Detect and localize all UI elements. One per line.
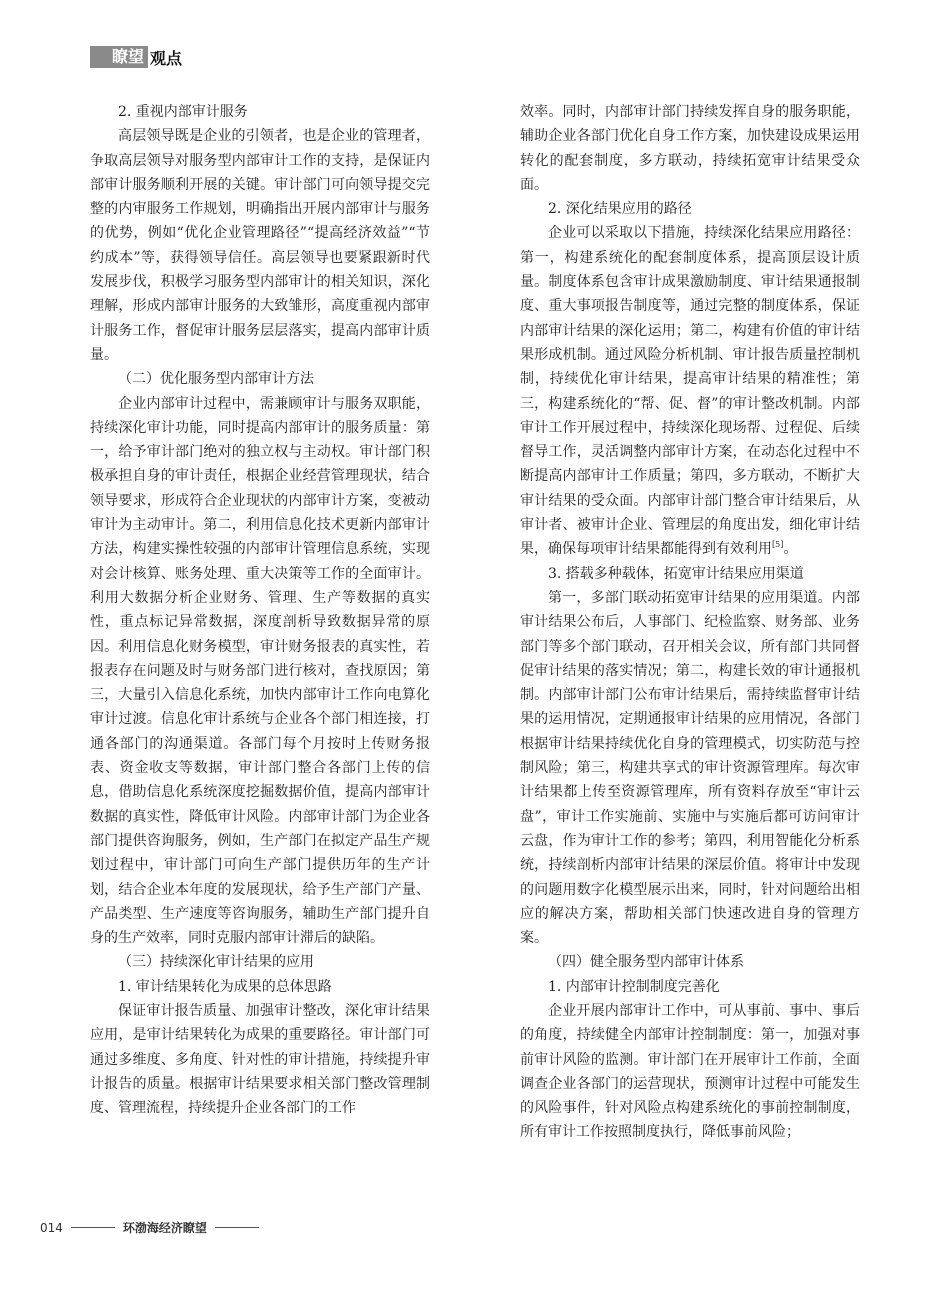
footer-divider (215, 1227, 259, 1228)
paragraph-text: 企业可以采取以下措施，持续深化结果应用路径：第一，构建系统化的配套制度体系，提高顶层设计质量。制度体系包含审计成果激励制度、审计结果通报制度、重大事项报告制度等，通过完整的制度体系，保证内部审计结果的深化运用；第二，构建有价值的审计结果形成机制。通过风险分析机制、审计报告质量控制机制，持续优化审计结果，提高审计结果的精准性；第三，构建系统化的“帮、促、督”的审计整改机制。内部审计工作开展过程中，持续深化现场帮、过程促、后续督导工作，灵活调整内部审计方案，在动态化过程中不断提高内部审计工作质量；第四，多方联动，不断扩大审计结果的受众面。内部审计部门整合审计结果后，从审计者、被审计企业、管理层的角度出发，细化审计结果，确保每项审计结果都能得到有效利用 (520, 225, 860, 558)
citation-reference: [5] (772, 540, 784, 550)
body-paragraph: 第一，多部门联动拓宽审计结果的应用渠道。内部审计结果公布后，人事部门、纪检监察、财务部、业务部门等多个部门联动，召开相关会议，所有部门共同督促审计结果的落实情况；第二，构建长效的审计通报机制。内部审计部门公布审计结果后，需持续监督审计结果的运用情况，定期通报审计结果的应用情况，各部门根据审计结果持续优化自身的管理模式，切实防范与控制风险；第三，构建共享式的审计资源管理库。每次审计结果都上传至资源管理库，所有资料存放至“审计云盘”，审计工作实施前、实施中与实施后都可访问审计云盘，作为审计工作的参考；第四，利用智能化分析系统，持续剖析内部审计结果的深层价值。将审计中发现的问题用数字化模型展示出来，同时，针对问题给出相应的解决方案，帮助相关部门快速改进自身的管理方案。 (520, 589, 860, 947)
body-paragraph: 高层领导既是企业的引领者，也是企业的管理者，争取高层领导对服务型内部审计工作的支持，是保证内部审计服务顺利开展的关键。审计部门可向领导提交完整的内审服务工作规划，明确指出开展内部审计与服务的优势，例如“优化企业管理路径”“提高经济效益”“节约成本”等，获得领导信任。高层领导也要紧跟新时代发展步伐，积极学习服务型内部审计的相关知识，深化理解，形成内部审计服务的大致雏形，高度重视内部审计服务工作，督促审计服务层层落实，提高内部审计质量。 (90, 128, 430, 363)
body-paragraph (520, 221, 860, 561)
page-number: 014 (40, 1220, 63, 1235)
right-column (520, 100, 860, 1145)
paragraph-tail: 。 (783, 541, 798, 558)
journal-name: 环渤海经济瞭望 (122, 1221, 207, 1235)
section-heading: 2. 重视内部审计服务 (118, 104, 248, 120)
section-heading: （三）持续深化审计结果的应用 (118, 954, 314, 971)
section-heading: 1. 内部审计控制制度完善化 (548, 978, 720, 995)
footer-divider (71, 1227, 115, 1228)
header-section: 观点 (150, 48, 183, 68)
section-heading: （二）优化服务型内部审计方法 (118, 371, 314, 388)
body-paragraph-continued: 效率。同时，内部审计部门持续发挥自身的服务职能，辅助企业各部门优化自身工作方案，加快建设成果运用转化的配套制度，多方联动，持续拓宽审计结果受众面。 (520, 104, 860, 193)
body-paragraph: 企业内部审计过程中，需兼顾审计与服务双职能，持续深化审计功能，同时提高内部审计的服务质量：第一，给予审计部门绝对的独立权与主动权。审计部门积极承担自身的审计责任，根据企业经营管理现状，结合领导要求，形成符合企业现状的内部审计方案，变被动审计为主动审计。第二，利用信息化技术更新内部审计方法，构建实操性较强的内部审计管理信息系统，实现对会计核算、账务处理、重大决策等工作的全面审计。利用大数据分析企业财务、管理、生产等数据的真实性，重点标记异常数据，深度剖析导致数据异常的原因。利用信息化财务模型，审计财务报表的真实性，若报表存在问题及时与财务部门进行核对，查找原因；第三，大量引入信息化系统，加快内部审计工作向电算化审计过渡。信息化审计系统与企业各个部门相连接，打通各部门的沟通渠道。各部门每个月按时上传财务报表、资金收支等数据，审计部门整合各部门上传的信息，借助信息化系统深度挖掘数据价值，提高内部审计数据的真实性，降低审计风险。内部审计部门为企业各部门提供咨询服务，例如，生产部门在拟定产品生产规划过程中，审计部门可向生产部门提供历年的生产计划，结合企业本年度的发展现状，给予生产部门产量、产品类型、生产速度等咨询服务，辅助生产部门提升自身的生产效率，同时克服内部审计滞后的缺陷。 (90, 395, 430, 947)
section-heading: 1. 审计结果转化为成果的总体思路 (118, 978, 332, 995)
section-heading: 2. 深化结果应用的路径 (548, 201, 692, 218)
body-paragraph: 企业开展内部审计工作中，可从事前、事中、事后的角度，持续健全内部审计控制制度：第一，加强对事前审计风险的监测。审计部门在开展审计工作前，全面调查企业各部门的运营现状，预测审计过程中可能发生的风险事件，针对风险点构建系统化的事前控制制度，所有审计工作按照制度执行，降低事前风险； (520, 1002, 860, 1141)
header-tag: 瞭望 (90, 46, 148, 68)
body-paragraph: 保证审计报告质量、加强审计整改，深化审计结果应用，是审计结果转化为成果的重要路径。审计部门可通过多维度、多角度、针对性的审计措施，持续提升审计报告的质量。根据审计结果要求相关部门整改管理制度、管理流程，持续提升企业各部门的工作 (90, 1002, 430, 1117)
section-heading: （四）健全服务型内部审计体系 (548, 954, 744, 971)
page-footer (40, 1219, 267, 1236)
page-header (90, 46, 182, 68)
section-heading: 3. 搭载多种载体，拓宽审计结果应用渠道 (548, 565, 804, 582)
left-column (90, 100, 430, 1120)
